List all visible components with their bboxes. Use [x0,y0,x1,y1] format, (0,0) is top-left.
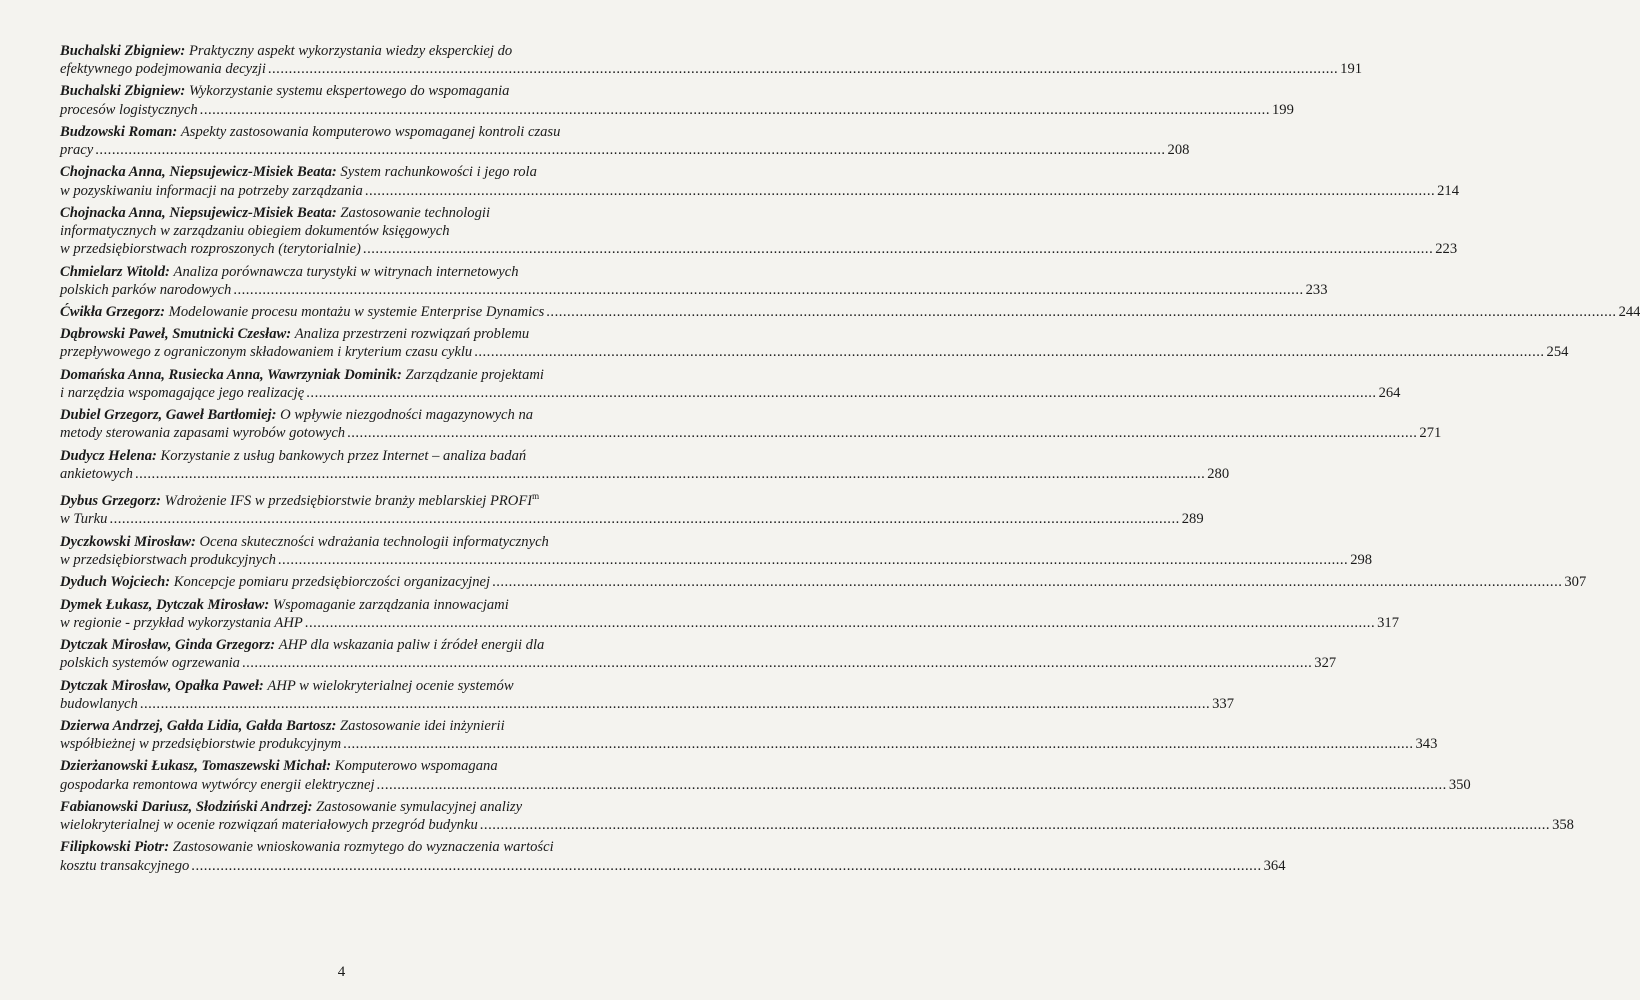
toc-author: Dąbrowski Paweł, Smutnicki Czesław: [60,326,292,343]
toc-author: Ćwikła Grzegorz: [60,304,166,320]
toc-page-number: 199 [1271,101,1294,118]
toc-entry [60,533,1373,569]
toc-title-text: Wdrożenie IFS w przedsiębiorstwie branży meblarskiej PROFI [164,493,533,510]
toc-page-number: 264 [1378,384,1401,401]
toc-author: Domańska Anna, Rusiecka Anna, Wawrzyniak Dominik: [60,366,402,383]
toc-title-text: Modelowanie procesu montażu w systemie Enterprise Dynamics [168,304,545,320]
toc-entry-line [60,163,642,181]
dot-leader [278,552,1348,568]
toc-author: Fabianowski Dariusz, Słodziński Andrzej: [60,798,313,815]
toc-page-number: 254 [1546,344,1569,361]
dot-leader [480,817,1550,833]
dot-leader [191,858,1261,874]
toc-title-text: Zarządzanie projektami [405,366,544,383]
toc-title-text: Analiza przestrzeni rozwiązań problemu [294,326,530,343]
toc-page-number: 271 [1419,425,1442,442]
toc-entry-last-line [60,776,1471,794]
toc-entry [60,798,1574,834]
dot-leader [242,655,1312,671]
toc-entry [60,366,1401,402]
toc-title-text: i narzędzia wspomagające jego realizację [60,384,305,401]
toc-page-number: 343 [1415,736,1438,753]
toc-entry-line [60,798,642,816]
toc-entry-line [60,263,642,281]
toc-page-number: 244 [1618,304,1640,320]
toc-entry-line [60,717,642,735]
toc-page-number: 317 [1377,614,1399,631]
toc-page-number: 223 [1435,241,1458,258]
toc-entry-line [60,677,642,695]
dot-leader [95,142,1165,158]
toc-title-text: O wpływie niezgodności magazynowych na [280,407,534,424]
toc-entry-line [60,487,642,510]
toc-title-text: Komputerowo wspomagana [334,758,498,775]
dot-leader [233,282,1303,298]
toc-author: Dzierżanowski Łukasz, Tomaszewski Michał: [60,758,332,775]
toc-title-text: informatycznych w zarządzaniu obiegiem dokumentów księgowych [60,223,450,240]
toc-page-number: 214 [1437,182,1460,199]
toc-page-number: 280 [1207,465,1230,482]
toc-title-text: Korzystanie z usług bankowych przez Internet – analiza badań [160,447,527,464]
toc-page-number: 307 [1564,574,1587,591]
toc-entry [60,303,1640,321]
toc-entry-line [60,204,642,222]
toc-entry [60,406,1442,442]
toc-author: Dybus Grzegorz: [60,493,161,510]
toc-entry-last-line [60,465,1230,483]
toc-title-text: Wspomaganie zarządzania innowacjami [272,596,509,613]
toc-page-number: 350 [1448,776,1471,793]
toc-entry-line [60,447,642,465]
dot-leader [363,241,1433,257]
dot-leader [546,304,1616,320]
toc-title-text: Analiza porównawcza turystyki w witrynach internetowych [173,263,519,280]
toc-title-text: AHP w wielokryterialnej ocenie systemów [267,677,514,694]
toc-author: Dzierwa Andrzej, Gałda Lidia, Gałda Bartosz: [60,718,337,734]
toc-title-text: Koncepcje pomiaru przedsiębiorczości organizacyjnej [173,574,491,591]
toc-page-number: 289 [1181,511,1204,528]
dot-leader [268,61,1338,77]
dot-leader [305,615,1375,631]
toc-title-text: przepływowego z ograniczonym składowaniem i kryterium czasu cyklu [60,344,473,361]
dot-leader [140,696,1210,712]
toc-title-text: w regionie - przykład wykorzystania AHP [60,614,303,631]
toc-entry-line [60,757,642,775]
toc-title-text: gospodarka remontowa wytwórcy energii elektrycznej [60,776,375,793]
toc-title-text: Aspekty zastosowania komputerowo wspomaganej kontroli czasu [180,123,561,140]
toc-author: Buchalski Zbigniew: [60,83,186,100]
toc-title-text: Wykorzystanie systemu ekspertowego do wspomagania [188,83,510,100]
toc-entry-last-line [60,60,1363,78]
toc-entry [60,204,1458,258]
toc-entry [60,163,1460,199]
trademark-superscript: m [532,491,540,502]
toc-entry-line [60,636,642,654]
toc-entry [60,573,1587,591]
toc-title-text: Zastosowanie technologii [340,204,491,221]
toc-title-text: kosztu transakcyjnego [60,857,190,874]
toc-entry-last-line [60,424,1442,442]
toc-entry-last-line [60,281,1328,299]
dot-leader [135,466,1205,482]
toc-entry [60,757,1471,793]
toc-entry-last-line [60,101,1294,119]
toc-entry [60,325,1569,361]
toc-entry-last-line [60,141,1190,159]
toc-entry [60,123,1190,159]
toc-title-text: AHP dla wskazania paliw i źródeł energii dla [278,637,545,654]
toc-author: Dudycz Helena: [60,447,157,464]
toc-title-text: współbieżnej w przedsiębiorstwie produkcyjnym [60,736,342,753]
toc-entry-last-line [60,303,1640,321]
toc-page-number: 298 [1350,551,1373,568]
toc-author: Dyczkowski Mirosław: [60,533,196,550]
dot-leader [474,344,1544,360]
dot-leader [365,183,1435,199]
toc-page-number: 327 [1314,655,1337,672]
toc-author: Filipkowski Piotr: [60,839,170,856]
dot-leader [347,425,1417,441]
dot-leader [306,385,1376,401]
toc-author: Dytczak Mirosław, Opałka Paweł: [60,677,264,694]
toc-entry-last-line [60,573,1587,591]
dot-leader [343,736,1413,752]
toc-title-text: ankietowych [60,465,133,482]
toc-entry-last-line [60,695,1235,713]
toc-title-text: Praktyczny aspekt wykorzystania wiedzy eksperckiej do [188,43,513,59]
toc-title-text: budowlanych [60,695,138,712]
toc-title-text: w pozyskiwaniu informacji na potrzeby zarządzania [60,182,363,199]
toc-entry-line [60,123,642,141]
toc-title-text: Zastosowanie wnioskowania rozmytego do wyznaczenia wartości [172,839,554,856]
toc-title-text: Ocena skuteczności wdrażania technologii informatycznych [199,533,549,550]
toc-author: Chmielarz Witold: [60,263,170,280]
toc-entry [60,42,1363,78]
toc-author: Buchalski Zbigniew: [60,43,186,59]
toc-entry [60,838,1286,874]
toc-page-number: 358 [1552,817,1574,834]
toc-author: Chojnacka Anna, Niepsujewicz-Misiek Beata: [60,164,337,181]
toc-entry-line [60,596,642,614]
toc-entry-last-line [60,614,1399,632]
toc-title-text: pracy [60,142,94,159]
table-of-contents [60,42,1640,879]
toc-page-number: 233 [1305,281,1328,298]
toc-title-text: metody sterowania zapasami wyrobów gotowych [60,425,346,442]
dot-leader [200,102,1270,118]
toc-entry [60,717,1438,753]
toc-entry-last-line [60,343,1569,361]
toc-title-text: w przedsiębiorstwach rozproszonych (terytorialnie) [60,241,361,258]
toc-entry-line [60,533,642,551]
toc-author: Chojnacka Anna, Niepsujewicz-Misiek Beata: [60,204,337,221]
toc-author: Dyduch Wojciech: [60,574,171,591]
toc-entry [60,82,1294,118]
toc-entry-last-line [60,654,1337,672]
page-number: 4 [337,964,346,980]
toc-title-text: polskich parków narodowych [60,281,232,298]
toc-page-number: 208 [1167,142,1190,159]
dot-leader [109,511,1179,527]
toc-entry-last-line [60,735,1438,753]
toc-author: Dubiel Grzegorz, Gaweł Bartłomiej: [60,407,277,424]
toc-entry-last-line [60,384,1401,402]
toc-entry-line [60,325,642,343]
toc-entry-last-line [60,182,1460,200]
toc-title-text: System rachunkowości i jego rola [340,164,537,181]
toc-title-text: Zastosowanie idei inżynierii [340,718,505,734]
toc-entry-line [60,82,642,100]
toc-title-text: procesów logistycznych [60,101,198,118]
toc-page-number: 191 [1340,61,1363,78]
toc-author: Dytczak Mirosław, Ginda Grzegorz: [60,637,276,654]
toc-title-text: w Turku [60,511,108,528]
toc-entry-last-line [60,857,1286,875]
toc-entry [60,636,1337,672]
dot-leader [492,574,1562,590]
toc-entry-last-line [60,240,1458,258]
toc-entry [60,677,1235,713]
toc-entry [60,447,1230,483]
toc-title-text: efektywnego podejmowania decyzji [60,61,266,78]
toc-entry-last-line [60,816,1574,834]
toc-page-number: 337 [1212,695,1235,712]
toc-title-text: polskich systemów ogrzewania [60,655,240,672]
toc-entry [60,487,1204,528]
toc-entry-line [60,366,642,384]
toc-entry [60,596,1399,632]
toc-author: Budzowski Roman: [60,123,178,140]
toc-title-text: w przedsiębiorstwach produkcyjnych [60,551,276,568]
toc-title-text: Zastosowanie symulacyjnej analizy [316,798,523,815]
toc-entry-line [60,42,642,60]
toc-entry [60,263,1328,299]
toc-entry-last-line [60,510,1204,528]
toc-entry-line [60,838,642,856]
dot-leader [377,777,1447,793]
toc-entry-last-line [60,551,1373,569]
toc-author: Dymek Łukasz, Dytczak Mirosław: [60,596,270,613]
toc-entry-line [60,406,642,424]
toc-entry-line [60,222,642,240]
toc-title-text: wielokryterialnej w ocenie rozwiązań materiałowych przegród budynku [60,817,478,834]
toc-page-number: 364 [1263,857,1286,874]
